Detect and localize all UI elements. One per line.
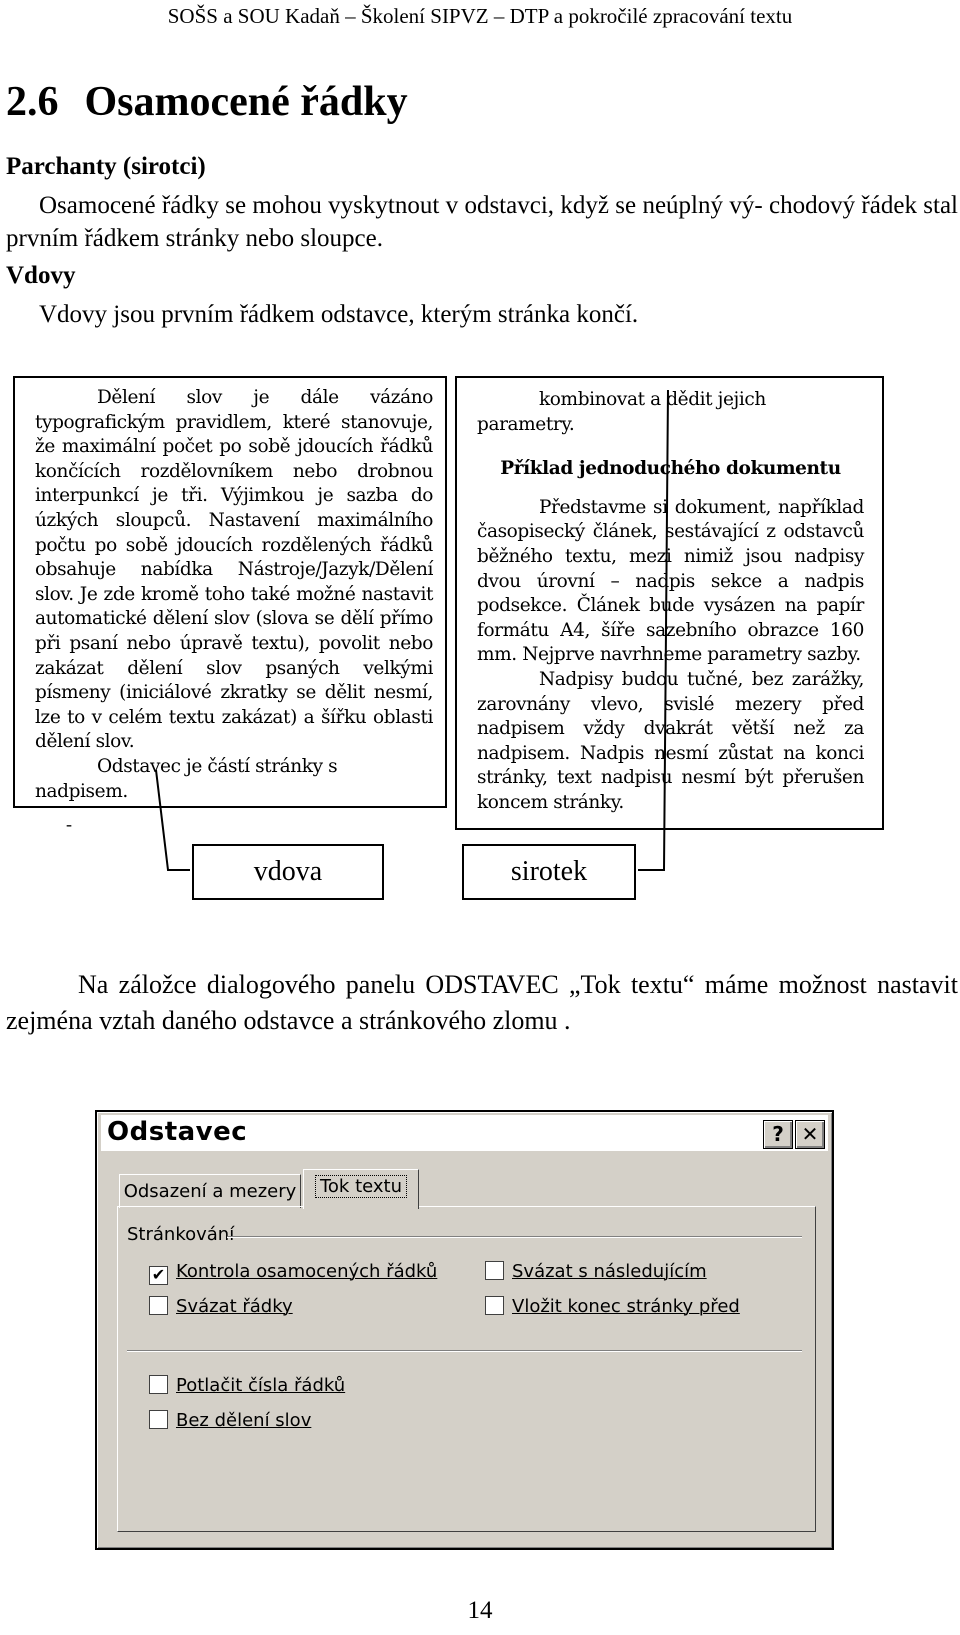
dialog-title: Odstavec [107,1117,248,1147]
tab-label: Odsazení a mezery [123,1181,297,1202]
help-button[interactable]: ? [763,1120,793,1149]
sample-left-paragraph: Dělení slov je dále vázáno typografickým pravidlem, které stanovuje, že maximální počet po sobě jdoucích řádků končících rozdělovníkem nebo drobnou interpunkcí je tři. Výjimkou je sazba do úzkých sloupců. Nastavení maximálního počtu po sobě jdoucích rozdělených řádků obsahuje nabídka Nástroje/Jazyk/Dělení slov. Je zde kromě toho také možné nastavit automatické dělení slov (slova se dělí přímo při psaní nebo úpravě textu), povolit nebo zakázat dělení slov psaných velkými písmeny (iniciálové zkratky se dělit nesmí, lze to v celém textu zakázat) a šířku oblasti dělení slov. [35,387,433,753]
checkbox-label: Svázat řádky [176,1296,293,1317]
checkbox-svazat-s-naslednujicim[interactable] [485,1260,707,1284]
tab-panel [117,1206,816,1532]
sirotek-connector [638,390,668,870]
vdovy-heading: Vdovy [6,262,76,289]
group-separator [227,1236,802,1238]
body-paragraph: Na záložce dialogového panelu ODSTAVEC „Tok textu“ máme možnost nastavit zejména vztah daného odstavce a stránkového zlomu . [6,970,958,1035]
stray-dash: - [66,814,72,834]
tab-odsazeni[interactable] [119,1174,301,1208]
checkbox-label: Potlačit čísla řádků [176,1375,346,1396]
running-header: SOŠS a SOU Kadaň – Školení SIPVZ – DTP a pokročilé zpracování textu [167,4,793,28]
section-title: Osamocené řádky [84,79,408,125]
dialog-titlebar[interactable] [101,1115,828,1151]
checkbox-box[interactable] [149,1410,168,1429]
checkbox-vlozit-konec-stranky[interactable] [485,1295,740,1319]
tab-label: Tok textu [315,1175,407,1198]
section-separator [127,1350,802,1352]
checkbox-box[interactable] [149,1375,168,1394]
group-label-strankovani: Stránkování [127,1224,235,1245]
widow-line: Odstavec je částí stránky s nadpisem. [35,755,338,802]
orphan-line: kombinovat a dědit jejich parametry. [477,389,766,435]
vdova-connector [156,770,190,870]
checkbox-box[interactable] [149,1266,168,1285]
paragraph-dialog [95,1110,834,1550]
checkbox-label: Vložit konec stránky před [512,1296,740,1317]
checkbox-kontrola-osamocenych[interactable] [149,1260,437,1284]
callout-vdova: vdova [192,844,384,900]
checkbox-box[interactable] [149,1296,168,1315]
sample-right-paragraph-2: Nadpisy budou tučné, bez zarážky, zarovnány vlevo, svislé mezery před nadpisem vždy dvakrát větší než za nadpisem. Nadpis nesmí zůstat na konci stránky, text nadpisu nesmí být přerušen koncem stránky. [477,668,864,813]
sample-right-heading: Příklad jednoduchého dokumentu [500,458,841,480]
checkbox-label: Svázat s následujícím [512,1261,707,1282]
parchanty-heading: Parchanty (sirotci) [6,153,206,180]
sample-right-paragraph-1: Představme si dokument, například časopisecký článek, sestávající z odstavců běžného textu, mezi nimiž jsou nadpisy dvou úrovní – nadpis sekce a nadpis podsekce. Článek bude vysázen na papír formátu A4, šíře sazebního obrazce 160 mm. Nejprve navrhneme parametry sazby. [477,496,864,666]
vdovy-text: Vdovy jsou prvním řádkem odstavce, kterým stránka končí. [39,301,639,328]
check-icon: ✔ [151,1265,166,1284]
page-number: 14 [467,1597,493,1624]
checkbox-box[interactable] [485,1261,504,1280]
tab-tok-textu[interactable] [303,1169,419,1209]
checkbox-svazat-radky[interactable] [149,1295,293,1319]
close-icon: ✕ [801,1122,819,1146]
checkbox-potlacit-cisla[interactable] [149,1374,345,1398]
checkbox-label: Kontrola osamocených řádků [176,1261,438,1282]
section-number: 2.6 [6,79,59,125]
checkbox-label: Bez dělení slov [176,1410,312,1431]
callout-sirotek: sirotek [462,844,636,900]
close-button[interactable] [795,1120,825,1149]
checkbox-box[interactable] [485,1296,504,1315]
checkbox-bez-deleni-slov[interactable] [149,1409,311,1433]
parchanty-text: Osamocené řádky se mohou vyskytnout v odstavci, když se neúplný vý- chodový řádek stal prvním řádkem stránky nebo sloupce. [6,192,958,252]
